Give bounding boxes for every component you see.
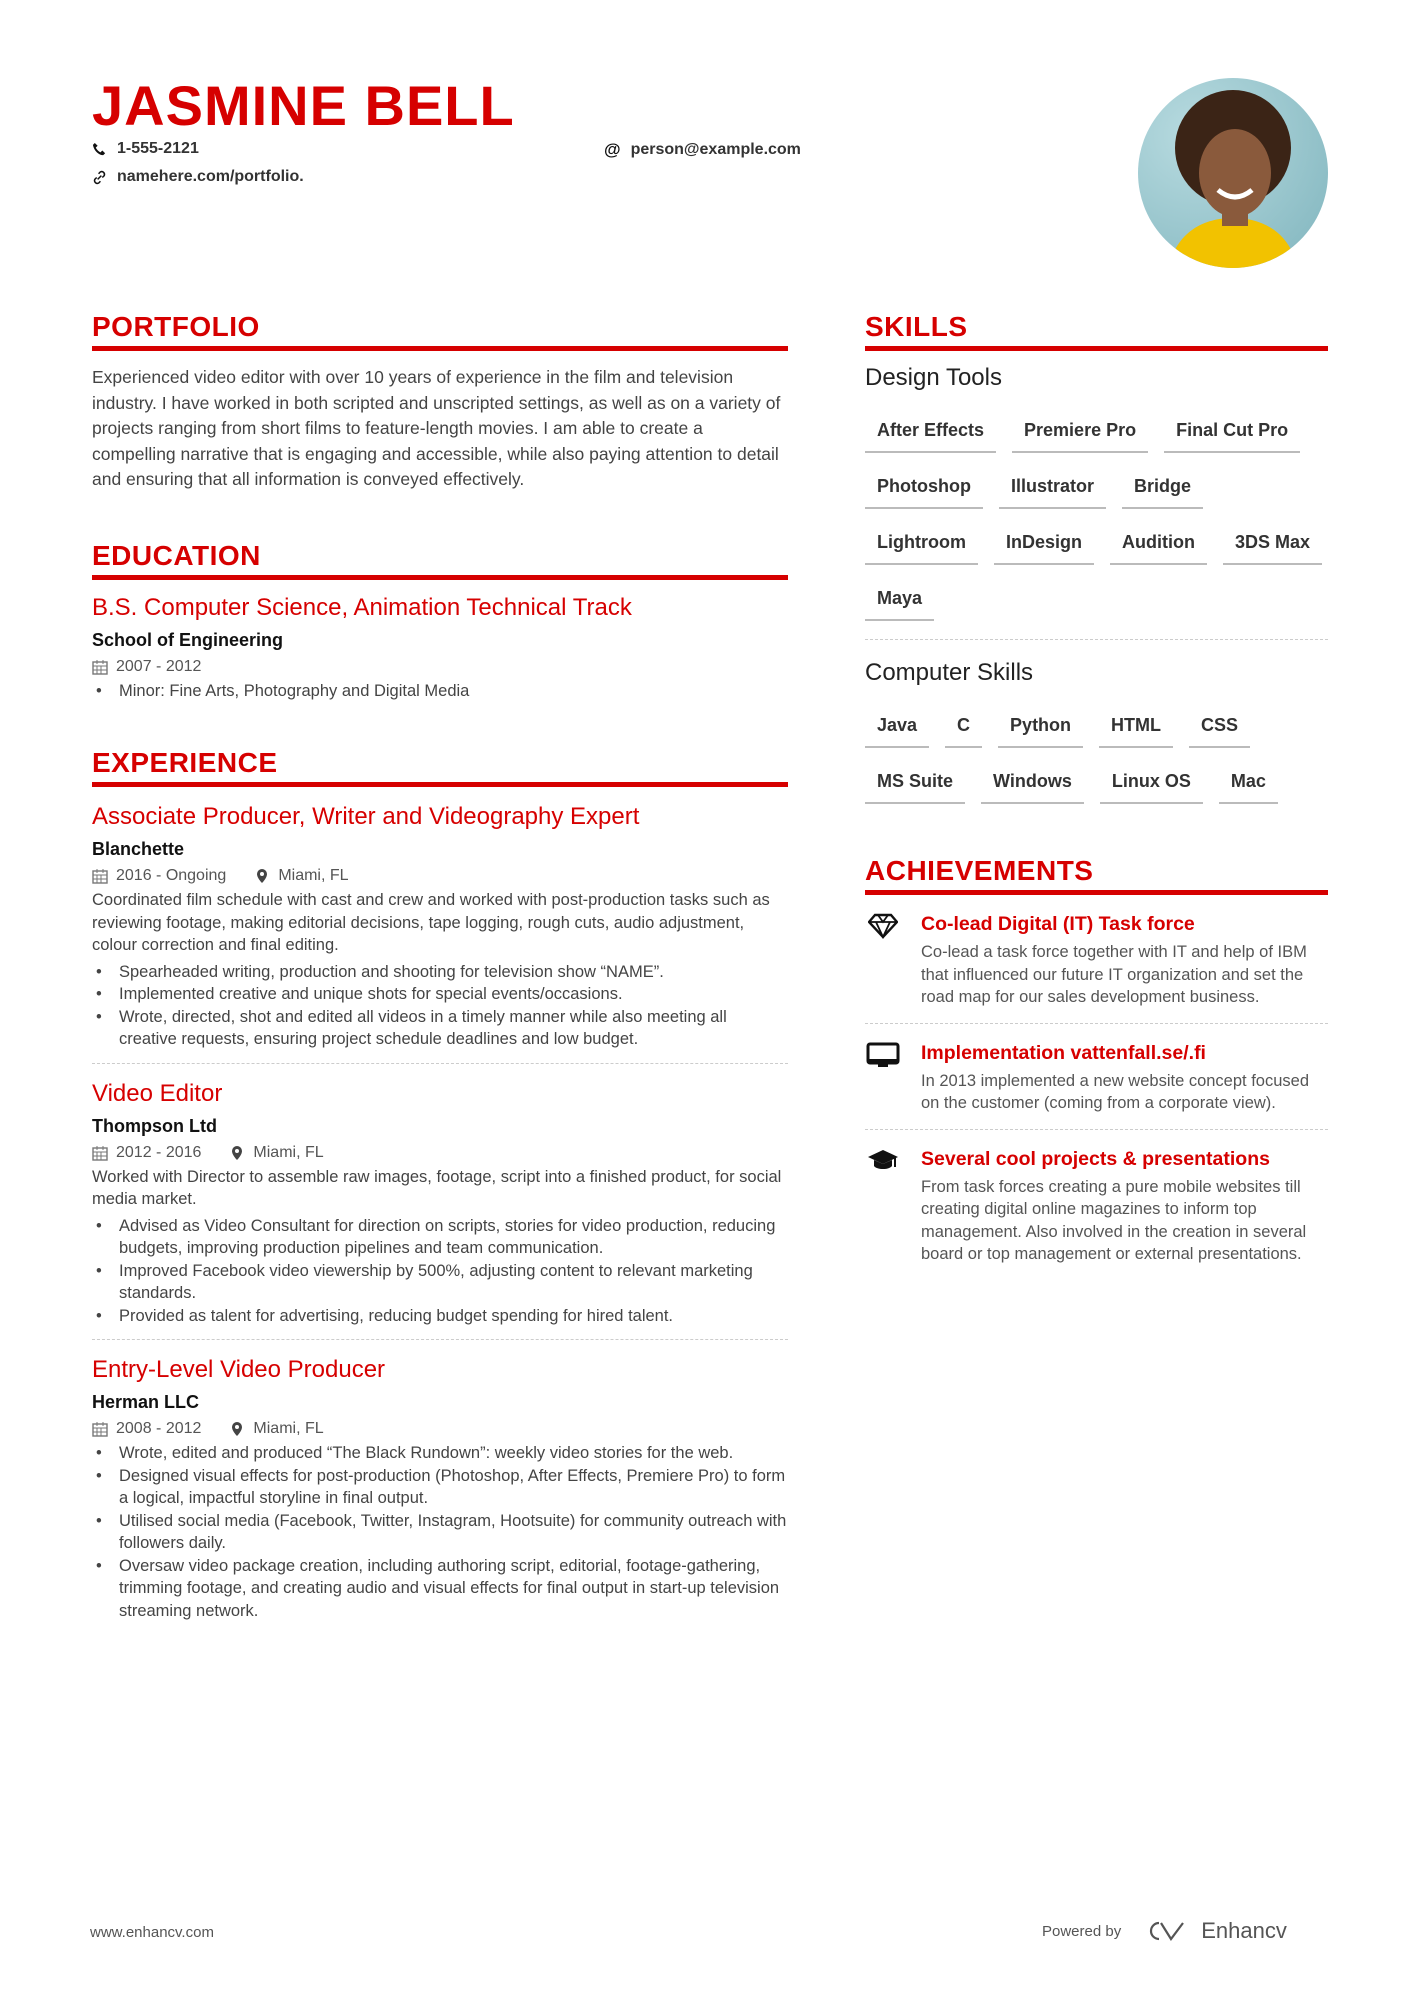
right-column xyxy=(865,310,1328,1280)
link-icon xyxy=(92,170,107,185)
company-name: Blanchette xyxy=(92,839,185,860)
skill-tag: Windows xyxy=(981,770,1084,804)
left-column xyxy=(92,310,788,1622)
skill-tag: After Effects xyxy=(865,419,996,453)
section-heading: PORTFOLIO xyxy=(92,310,788,351)
skill-tag: Photoshop xyxy=(865,475,983,509)
skill-tag: Maya xyxy=(865,587,934,621)
candidate-name: JASMINE BELL xyxy=(92,74,515,137)
job-dates: 2008 - 2012 xyxy=(116,1420,202,1438)
job-bullet: • Implemented creative and unique shots for special events/occasions. xyxy=(92,983,788,1006)
website-url[interactable]: namehere.com/portfolio. xyxy=(117,168,304,185)
phone-number: 1-555-2121 xyxy=(117,140,199,157)
location-pin-icon xyxy=(229,1421,245,1437)
email-address[interactable]: person@example.com xyxy=(630,141,801,158)
degree: B.S. Computer Science, Animation Technical Track xyxy=(92,593,632,621)
portfolio-section xyxy=(92,310,788,493)
skill-tag: 3DS Max xyxy=(1223,531,1322,565)
skill-tag: Illustrator xyxy=(999,475,1106,509)
skill-tag: Final Cut Pro xyxy=(1164,419,1300,453)
skill-tag: Audition xyxy=(1110,531,1207,565)
footer-website[interactable]: www.enhancv.com xyxy=(90,1924,214,1941)
skill-tag: InDesign xyxy=(994,531,1094,565)
skill-group xyxy=(865,639,1328,804)
diamond-icon xyxy=(865,911,901,1009)
job-bullet: • Spearheaded writing, production and shooting for television show “NAME”. xyxy=(92,961,788,984)
skill-tag: Java xyxy=(865,714,929,748)
skill-tag: MS Suite xyxy=(865,770,965,804)
job-bullets xyxy=(92,1442,788,1622)
monitor-icon xyxy=(865,1040,901,1115)
section-heading: EXPERIENCE xyxy=(92,746,788,787)
summary-text: Experienced video editor with over 10 years of experience in the film and television industry. I have worked in both scripted and unscripted settings, as well as on a variety of projects ranging from short films to feature-length movies. I am able to create a compelling narrative that is engaging and accessible, while also paying attention to detail and ensuring that all information is conveyed effectively. xyxy=(92,367,781,490)
company-name: Herman LLC xyxy=(92,1392,200,1413)
divider xyxy=(865,639,1328,640)
achievement-description: Co-lead a task force together with IT and help of IBM that influenced our future IT organization and set the road map for our sales development business. xyxy=(921,943,1307,1006)
job-bullet: • Improved Facebook video viewership by 500%, adjusting content to relevant marketing standards. xyxy=(92,1260,788,1305)
experience-entry xyxy=(92,1078,788,1341)
enhancv-logo-icon xyxy=(1143,1919,1189,1943)
experience-section xyxy=(92,746,788,1622)
experience-entry xyxy=(92,801,788,1064)
calendar-icon xyxy=(92,659,108,675)
phone xyxy=(92,140,199,158)
skills-section xyxy=(865,310,1328,804)
achievement-item xyxy=(865,1129,1328,1280)
achievement-title: Several cool projects & presentations xyxy=(921,1147,1270,1170)
job-bullets xyxy=(92,1215,788,1328)
job-location: Miami, FL xyxy=(253,1143,324,1161)
job-meta xyxy=(92,1420,788,1438)
education-bullet: • Minor: Fine Arts, Photography and Digital Media xyxy=(92,680,788,703)
phone-icon xyxy=(92,142,107,157)
experience-entry xyxy=(92,1354,788,1622)
skill-group xyxy=(865,363,1328,621)
job-bullet: • Wrote, edited and produced “The Black Rundown”: weekly video stories for the web. xyxy=(92,1442,788,1465)
job-bullet: • Utilised social media (Facebook, Twitter, Instagram, Hootsuite) for community outreach with followers daily. xyxy=(92,1510,788,1555)
job-dates: 2012 - 2016 xyxy=(116,1143,202,1161)
achievement-item xyxy=(865,895,1328,1023)
job-meta xyxy=(92,1144,788,1162)
education-section xyxy=(92,539,788,703)
divider xyxy=(92,1339,788,1340)
achievement-title: Co-lead Digital (IT) Task force xyxy=(921,913,1195,935)
powered-by-label: Powered by xyxy=(1042,1922,1122,1940)
skill-tag: CSS xyxy=(1189,714,1250,748)
section-heading: ACHIEVEMENTS xyxy=(865,854,1328,895)
job-description: Coordinated film schedule with cast and crew and worked with post-production tasks such as reviewing footage, making editorial decisions, tape logging, rough cuts, audio adjustment, colour correction and final editing. xyxy=(92,891,770,955)
job-bullet: • Oversaw video package creation, including authoring script, editorial, footage-gathering, trimming footage, and creating audio and visual effects for final output in start-up television streaming network. xyxy=(92,1555,788,1623)
graduation-cap-icon xyxy=(865,1146,901,1266)
job-title: Video Editor xyxy=(92,1079,223,1107)
job-title: Entry-Level Video Producer xyxy=(92,1356,386,1384)
job-bullet: • Advised as Video Consultant for direction on scripts, stories for video production, reducing budgets, improving production pipelines and team communication. xyxy=(92,1215,788,1260)
email[interactable] xyxy=(604,140,801,160)
job-title: Associate Producer, Writer and Videography Expert xyxy=(92,803,640,831)
skill-tag: Bridge xyxy=(1122,475,1203,509)
job-description: Worked with Director to assemble raw images, footage, script into a finished product, for social media market. xyxy=(92,1167,782,1209)
job-bullet: • Provided as talent for advertising, reducing budget spending for hired talent. xyxy=(92,1305,788,1328)
divider xyxy=(92,1063,788,1064)
website[interactable] xyxy=(92,168,304,186)
footer-branding[interactable] xyxy=(1042,1918,1287,1944)
job-bullets xyxy=(92,961,788,1051)
skill-tag: Lightroom xyxy=(865,531,978,565)
location-pin-icon xyxy=(229,1145,245,1161)
job-dates: 2016 - Ongoing xyxy=(116,867,227,885)
calendar-icon xyxy=(92,868,108,884)
skill-group-title: Design Tools xyxy=(865,364,1002,391)
achievement-title: Implementation vattenfall.se/.fi xyxy=(921,1041,1206,1064)
calendar-icon xyxy=(92,1421,108,1437)
brand-name: Enhancv xyxy=(1201,1918,1287,1943)
skill-tag: Mac xyxy=(1219,770,1278,804)
skill-tag: HTML xyxy=(1099,714,1173,748)
job-location: Miami, FL xyxy=(253,1420,324,1438)
skill-tag: C xyxy=(945,714,982,748)
skill-tag: Premiere Pro xyxy=(1012,419,1148,453)
job-bullet: • Wrote, directed, shot and edited all videos in a timely manner while also meeting all creative requests, ensuring project schedule deadlines and low budget. xyxy=(92,1006,788,1051)
achievement-item xyxy=(865,1023,1328,1129)
calendar-icon xyxy=(92,1145,108,1161)
job-bullet: • Designed visual effects for post-production (Photoshop, After Effects, Premiere Pro) to form a logical, impactful storyline in final output. xyxy=(92,1465,788,1510)
job-location: Miami, FL xyxy=(278,867,349,885)
at-icon: @ xyxy=(604,140,621,159)
location-pin-icon xyxy=(254,868,270,884)
achievement-description: From task forces creating a pure mobile websites till creating digital online magazines to inform top management. Also involved in the creation in several board or top management or external presentations. xyxy=(921,1177,1307,1263)
profile-photo xyxy=(1138,78,1328,268)
skill-group-title: Computer Skills xyxy=(865,659,1034,686)
section-heading: SKILLS xyxy=(865,310,1328,351)
section-heading: EDUCATION xyxy=(92,539,788,580)
education-dates: 2007 - 2012 xyxy=(116,657,202,675)
skill-tag: Python xyxy=(998,714,1083,748)
achievements-section xyxy=(865,854,1328,1280)
school: School of Engineering xyxy=(92,629,284,650)
job-meta xyxy=(92,867,788,885)
company-name: Thompson Ltd xyxy=(92,1115,217,1136)
skill-tag: Linux OS xyxy=(1100,770,1203,804)
achievement-description: In 2013 implemented a new website concept focused on the customer (coming from a corporate view). xyxy=(921,1071,1309,1112)
